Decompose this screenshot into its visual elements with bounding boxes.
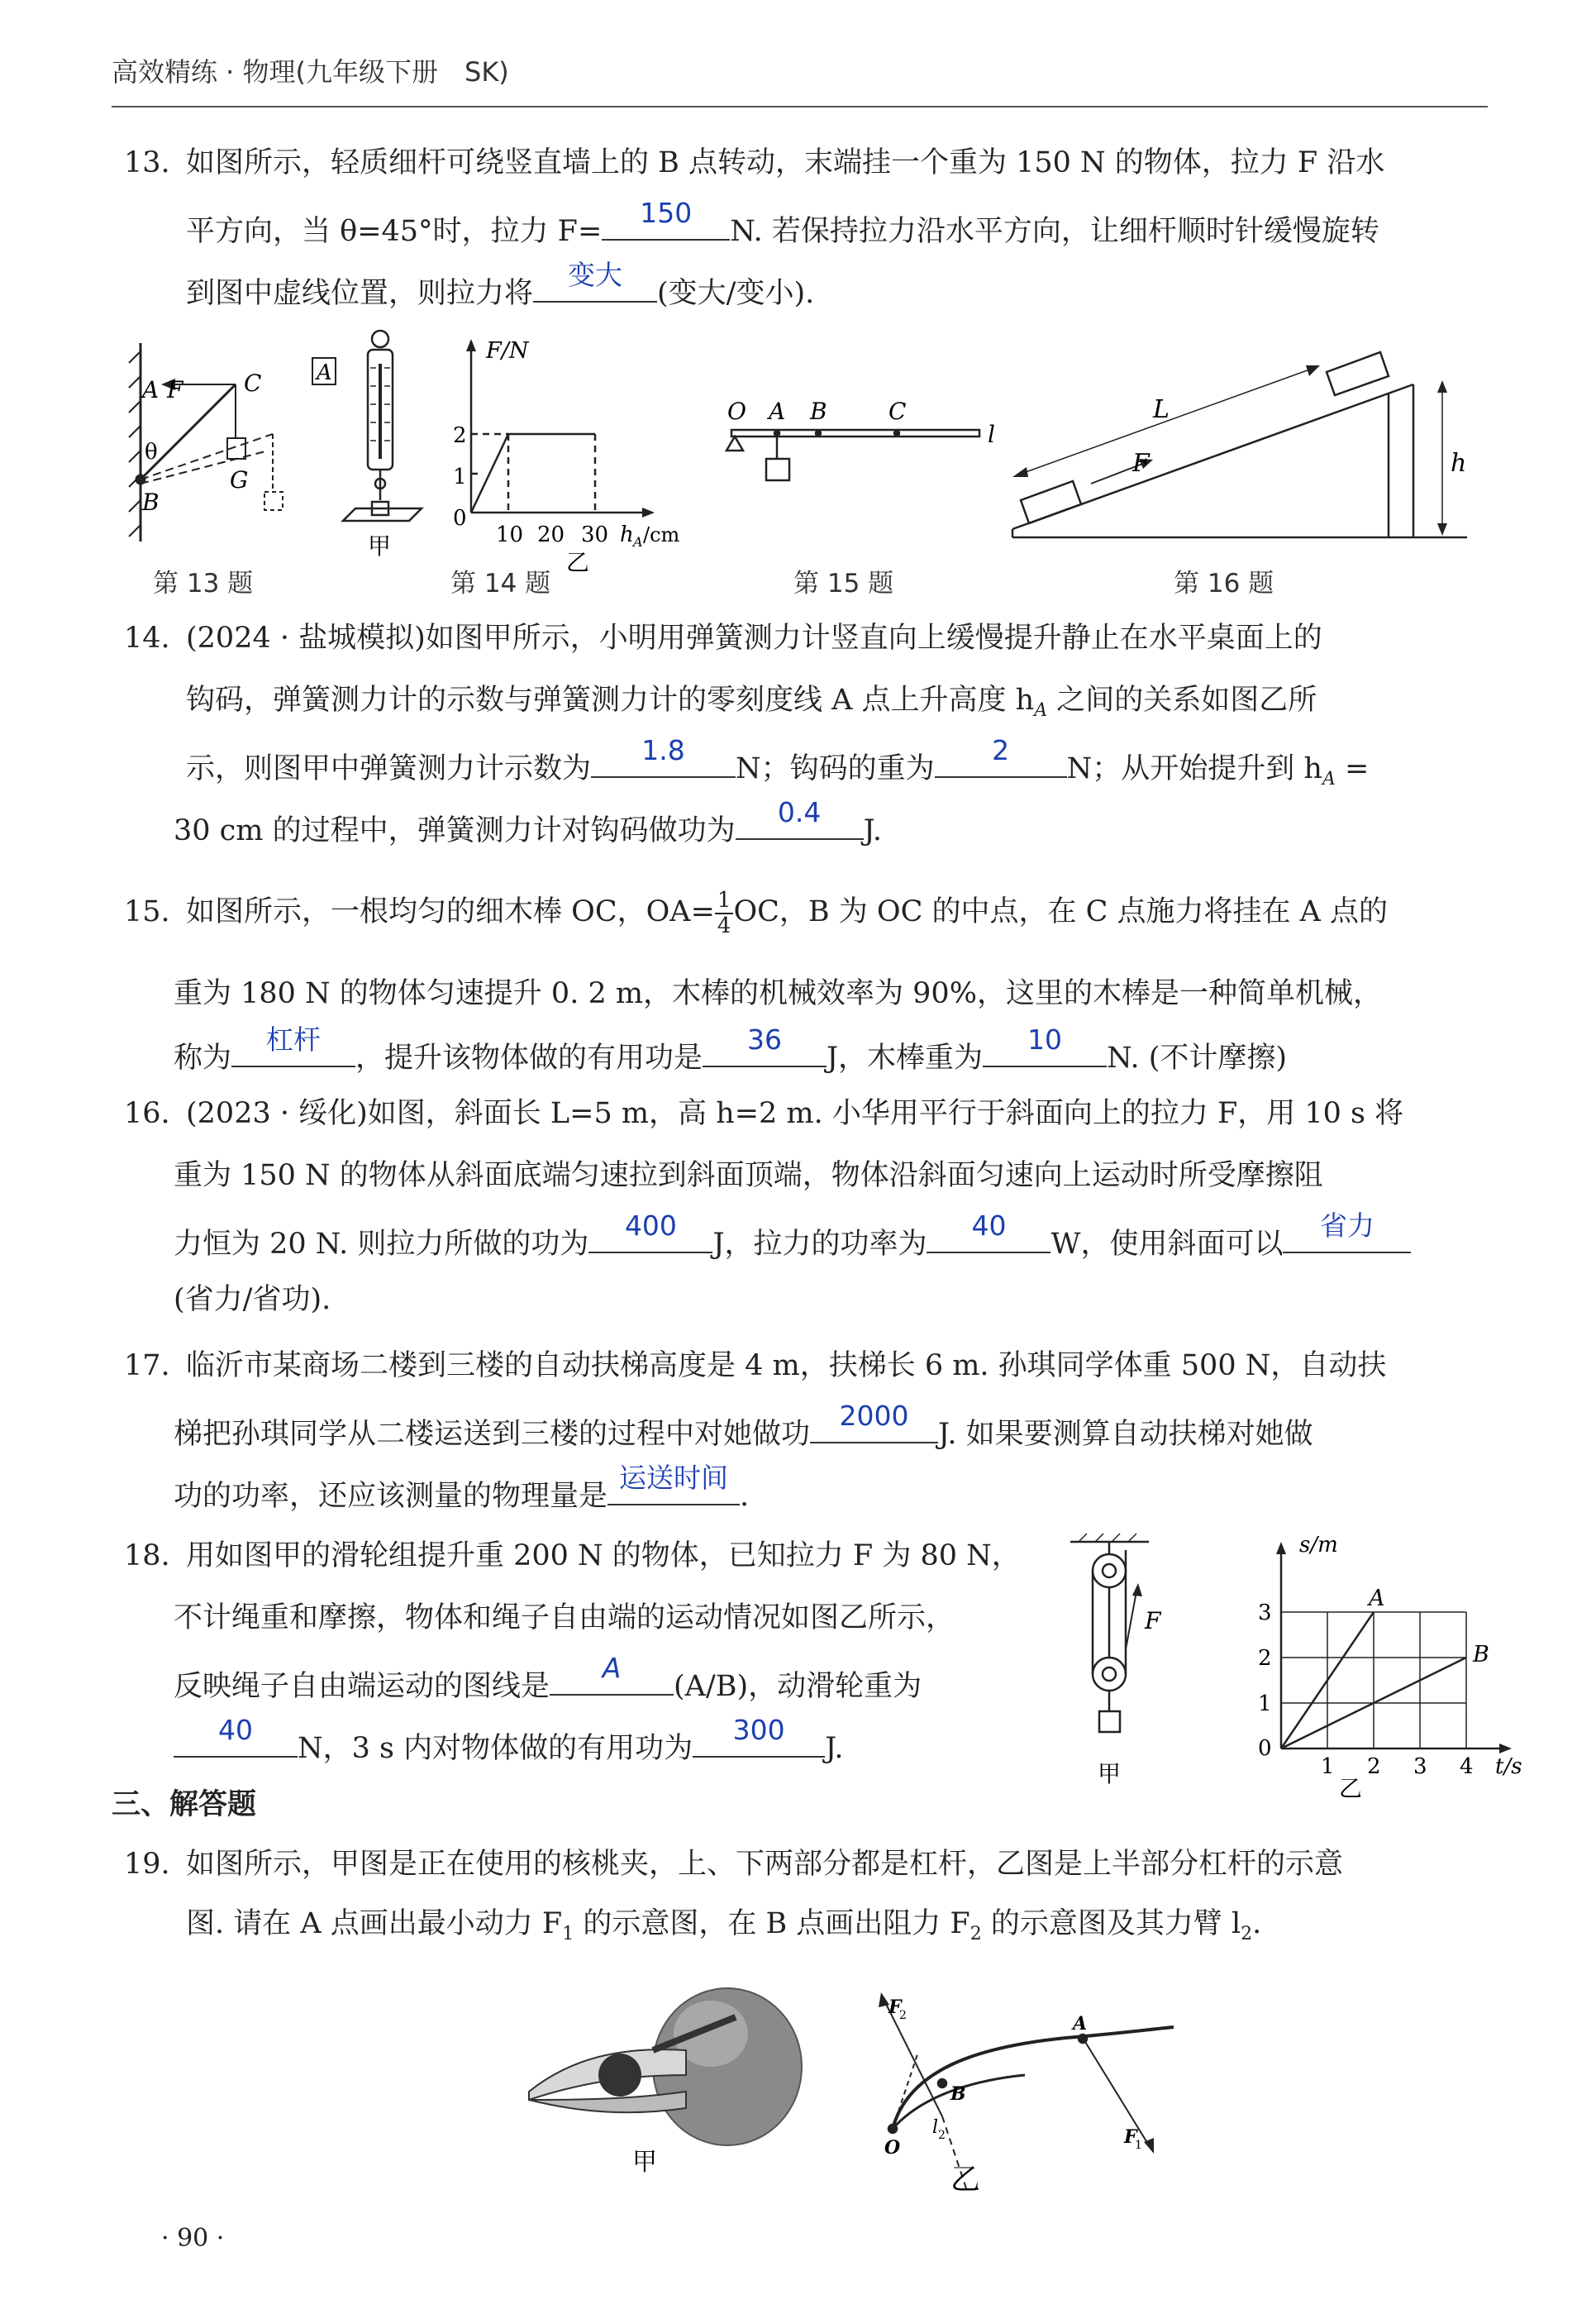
q14-line2 [186,686,1317,720]
st-x2: 2 [1367,1754,1381,1779]
fig15-label-B: B [810,398,827,425]
q17-text2b: J. 如果要测算自动扶梯对她做 [938,1418,1313,1451]
q14-number: 14. [124,622,170,655]
q15-text2: 重为 180 N 的物体匀速提升 0. 2 m，木棒的机械效率为 90%，这里的木棒是一种简单机械， [174,977,1382,1010]
st-y0: 0 [1258,1736,1272,1761]
q14-text1: (2024 · 盐城模拟)如图甲所示，小明用弹簧测力计竖直向上缓慢提升静止在水平桌面上的 [186,622,1322,655]
fig15-label-O: O [727,398,746,425]
q18-answer2: 40 [218,1714,253,1746]
q16-number: 16. [124,1097,170,1130]
fig14-x20: 20 [537,522,565,547]
st-y3: 3 [1258,1601,1272,1625]
fig14-caption: 第 14 题 [450,569,551,599]
q17-answer1: 2000 [839,1400,909,1432]
q15-line2 [174,977,1382,1010]
q16-line3 [174,1209,1411,1261]
q16-text1: (2023 · 绥化)如图，斜面长 L=5 m，高 h=2 m. 小华用平行于斜面向上的拉力 F，用 10 s 将 [186,1097,1404,1130]
fig15-label-l: l [988,421,995,448]
fig15-caption: 第 15 题 [793,569,894,599]
fig18-label-F: F [1145,1607,1161,1634]
q16-answer2: 40 [971,1209,1007,1242]
q19-text2c: 的示意图及其力臂 l [981,1907,1241,1940]
fig15-label-C: C [889,398,907,425]
fig14-label-yi: 乙 [566,549,590,576]
st-ylabel: s/m [1299,1533,1338,1558]
q15-answer1: 杠杆 [266,1023,322,1056]
q18-line2 [174,1601,955,1634]
q15-frac-numerator: 1 [715,889,734,914]
q14-line1 [124,624,1322,653]
q17-text3a: 功的功率，还应该测量的物理量是 [174,1480,608,1513]
fig13-label-theta: θ [145,440,158,465]
q16-blank3[interactable] [1283,1209,1411,1253]
q18-text1: 用如图甲的滑轮组提升重 200 N 的物体，已知拉力 F 为 80 N， [186,1539,1021,1572]
fig19-label-l2-sub: 2 [938,2129,946,2142]
q17-line1 [124,1349,1387,1382]
q18-line4 [174,1714,844,1765]
fig19-label-A: A [1073,2013,1088,2035]
q13-text2a: 平方向，当 θ=45°时，拉力 F= [186,215,603,248]
st-label-B: B [1473,1642,1489,1667]
st-x-arrow [1499,1744,1512,1753]
q14-line3 [186,734,1370,790]
q14-text2-sub: A [1034,700,1048,721]
q17-text2a: 梯把孙琪同学从二楼运送到三楼的过程中对她做功 [174,1418,811,1451]
q18-line3 [174,1652,922,1703]
q19-sub2: 2 [970,1924,982,1944]
fig14-xlabel: h [620,522,634,547]
q15-line3 [174,1023,1288,1075]
q18-blank3[interactable] [693,1714,825,1758]
q14-text4b: J. [863,814,883,847]
q15-blank2[interactable] [703,1023,827,1067]
fig16-caption: 第 16 题 [1174,569,1274,599]
fig18-figures [1058,1533,1522,1802]
q18-text4b: J. [825,1732,844,1765]
fig15-label-A: A [769,398,786,425]
q17-line3 [174,1462,750,1513]
q15-fraction [715,889,734,937]
fig13-label-G: G [230,466,249,494]
q16-answer3: 省力 [1319,1209,1374,1242]
st-label-yi: 乙 [1339,1775,1363,1802]
q17-text3b: . [740,1480,750,1513]
fig16-label-h: h [1451,449,1467,478]
fig19-label-l2: l [932,2117,939,2138]
q19-text2b: 的示意图，在 B 点画出阻力 F [574,1907,970,1940]
q17-line2 [174,1400,1313,1451]
fig19-label-F1: F [1124,2126,1137,2148]
fig14-graph [466,339,655,518]
q16-text3a: 力恒为 20 N. 则拉力所做的功为 [174,1228,589,1261]
q16-text4: (省力/省功). [174,1283,331,1316]
q14-text2b: 之间的关系如图乙所 [1047,684,1317,717]
q19-number: 19. [124,1848,170,1881]
q15-text3c: J，木棒重为 [827,1042,984,1075]
q13-text3a: 到图中虚线位置，则拉力将 [186,277,534,310]
q18-text3b: (A/B)，动滑轮重为 [674,1670,922,1703]
q13-blank2[interactable] [533,259,657,303]
q13-line2 [186,197,1379,248]
q18-text4a: N，3 s 内对物体做的有用功为 [298,1732,693,1765]
q15-line1 [124,889,1388,937]
q18-line1 [124,1539,1021,1572]
fig14-x30: 30 [581,522,609,547]
q16-line4 [174,1283,331,1316]
q15-answer2: 36 [747,1023,783,1056]
fig19-label-F2: F [889,1997,902,2018]
page-number: · 90 · [161,2224,225,2253]
q19-line2 [186,1907,1262,1944]
page-header: 高效精练 · 物理(九年级下册 SK) [112,56,509,88]
q14-text3-sub: A [1322,769,1336,790]
q15-text1b: OC，B 为 OC 的中点，在 C 点施力将挂在 A 点的 [733,895,1389,929]
q14-line4 [174,796,883,847]
fig13-caption: 第 13 题 [153,569,254,599]
q15-text1a: 如图所示，一根均匀的细木棒 OC，OA= [186,895,715,929]
q13-answer1: 150 [640,197,693,229]
q16-blank2[interactable] [927,1209,1051,1253]
fig19-label-O: O [884,2137,901,2159]
fig18-st-graph [1258,1533,1522,1802]
fig14-xunit: /cm [643,523,680,546]
q15-text3a: 称为 [174,1042,232,1075]
q14-answer2: 2 [992,734,1010,766]
fig19-label-jia: 甲 [632,2148,657,2177]
q14-answer3: 0.4 [777,796,822,828]
q18-blank2[interactable] [174,1714,298,1758]
fig14-y1: 1 [453,465,467,489]
q14-blank1[interactable] [591,734,736,778]
fig14-y2: 2 [453,423,467,448]
q14-text3d: = [1335,752,1370,785]
st-x3: 3 [1413,1754,1427,1779]
q14-blank3[interactable] [736,796,864,840]
fig18-label-jia: 甲 [1098,1760,1122,1787]
st-x4: 4 [1460,1754,1474,1779]
fig13-label-C: C [244,370,262,397]
q16-text2: 重为 150 N 的物体从斜面底端匀速拉到斜面顶端，物体沿斜面匀速向上运动时所受摩擦阻 [174,1159,1323,1192]
q15-answer3: 10 [1027,1023,1063,1056]
fig14-spring-scale [343,331,422,521]
q13-answer2: 变大 [568,259,623,291]
section3-title: 三、解答题 [112,1788,257,1821]
q18-text3a: 反映绳子自由端运动的图线是 [174,1670,550,1703]
q18-blank1[interactable] [550,1652,674,1696]
q19-text2d: . [1252,1907,1262,1940]
fig19-label-B: B [950,2083,966,2105]
q19-text1: 如图所示，甲图是正在使用的核桃夹，上、下两部分都是杠杆，乙图是上半部分杠杆的示意 [186,1848,1344,1881]
header-rule [112,106,1488,107]
fig14-ylabel: F/N [486,338,529,364]
q17-blank1[interactable] [810,1400,938,1443]
q19-text2a: 图. 请在 A 点画出最小动力 F [186,1907,563,1940]
fig16-incline [1012,352,1467,537]
fig19-lever-diagram [879,1992,1174,2191]
fig14-label-jia: 甲 [368,532,392,560]
q14-text3a: 示，则图甲中弹簧测力计示数为 [186,752,592,785]
fig19-nutcracker-photo [529,1988,802,2145]
st-xlabel: t/s [1495,1754,1522,1779]
q16-line2 [174,1159,1323,1192]
q19-line1 [124,1850,1343,1879]
fig13-label-B: B [142,489,160,516]
fig14-x10: 10 [496,522,524,547]
q13-blank1[interactable] [602,197,730,241]
fig18-pulley-system [1070,1534,1149,1732]
q17-answer2: 运送时间 [619,1462,729,1494]
q13-text3b: (变大/变小). [657,277,815,310]
q14-answer1: 1.8 [641,734,685,766]
st-label-A: A [1369,1586,1385,1611]
fig15-lever [727,430,979,480]
q17-text1: 临沂市某商场二楼到三楼的自动扶梯高度是 4 m，扶梯长 6 m. 孙琪同学体重 500 N，自动扶 [186,1349,1387,1382]
q14-text3b: N；钩码的重为 [736,752,935,785]
q15-frac-denominator: 4 [717,913,731,938]
st-y1: 1 [1258,1691,1272,1716]
st-y-arrow [1276,1542,1286,1554]
fig14-xlabel-sub: A [633,534,643,550]
q15-number: 15. [124,895,170,929]
fig13-label-F: F [167,376,183,403]
fig19-figures [521,1968,1389,2199]
q14-text2: 钩码，弹簧测力计的示数与弹簧测力计的零刻度线 A 点上升高度 h [186,684,1035,717]
q13-text2b: N. 若保持拉力沿水平方向，让细杆顺时针缓慢旋转 [730,215,1379,248]
fig16-label-F: F [1132,449,1150,478]
fig13-dashed-rod [141,434,273,479]
fig14-y0: 0 [453,506,467,531]
fig19-label-F1-sub: 1 [1135,2139,1142,2152]
q16-text3b: J，拉力的功率为 [712,1228,927,1261]
q14-text4a: 30 cm 的过程中，弹簧测力计对钩码做功为 [174,814,736,847]
fig14-label-A: A [317,360,332,385]
q16-answer1: 400 [624,1209,677,1242]
q18-answer3: 300 [732,1714,785,1746]
fig19-label-yi: 乙 [950,2163,981,2197]
q16-text3c: W，使用斜面可以 [1051,1228,1284,1261]
q16-line1 [124,1097,1404,1130]
q18-number: 18. [124,1539,170,1572]
q15-blank1[interactable] [231,1023,355,1067]
q17-blank2[interactable] [607,1462,740,1505]
q19-sub3: 2 [1241,1924,1253,1944]
fig16-label-L: L [1153,395,1170,424]
q13-text1: 如图所示，轻质细杆可绕竖直墙上的 B 点转动，末端挂一个重为 150 N 的物体，拉力 F 沿水 [186,146,1385,179]
q16-blank1[interactable] [588,1209,712,1253]
q19-sub1: 1 [562,1924,574,1944]
fig19-label-F2-sub: 2 [899,2009,907,2022]
st-x1: 1 [1321,1754,1335,1779]
q17-number: 17. [124,1349,170,1382]
q15-text3d: N. (不计摩擦) [1107,1042,1288,1075]
q13-number: 13. [124,146,170,179]
q15-blank3[interactable] [983,1023,1107,1067]
q14-blank2[interactable] [935,734,1067,778]
q13-line1 [124,146,1385,179]
st-y2: 2 [1258,1646,1272,1671]
q18-answer1: A [602,1652,622,1684]
q18-text2: 不计绳重和摩擦，物体和绳子自由端的运动情况如图乙所示， [174,1601,955,1634]
q14-text3c: N；从开始提升到 h [1066,752,1322,785]
fig13-label-A: A [142,376,160,403]
q15-text3b: ，提升该物体做的有用功是 [355,1042,703,1075]
q13-line3 [186,259,815,310]
